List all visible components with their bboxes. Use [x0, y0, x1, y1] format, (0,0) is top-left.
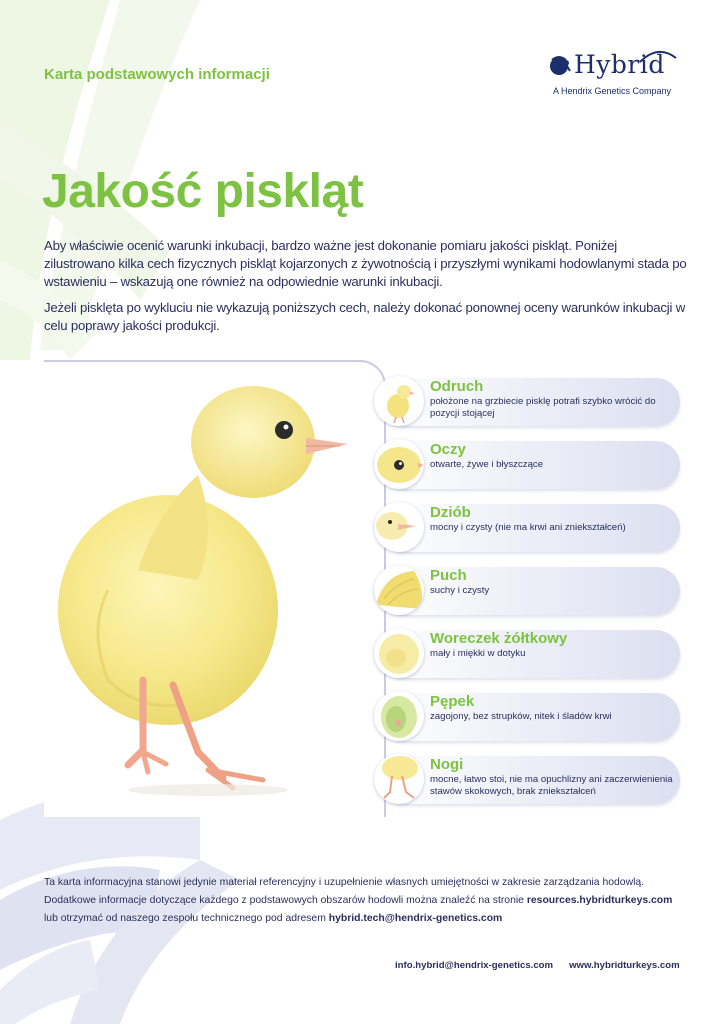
- list-item: [372, 565, 682, 617]
- yolk-sac-icon: [374, 628, 424, 678]
- list-item: [372, 502, 682, 554]
- chick-eye-icon: [374, 439, 424, 489]
- chick-down-icon: [374, 565, 424, 615]
- navel-icon: [374, 691, 424, 741]
- page-title: Jakość piskląt: [42, 165, 364, 218]
- feature-title: Nogi: [430, 756, 464, 773]
- feature-description: położone na grzbiecie pisklę potrafi szybko wrócić do pozycji stojącej: [430, 396, 656, 419]
- website-link[interactable]: www.hybridturkeys.com: [569, 960, 680, 971]
- logo-wordmark: Hybrid: [574, 50, 665, 79]
- feature-description: mały i miękki w dotyku: [430, 648, 526, 659]
- turkey-chick-image: [48, 380, 358, 800]
- feature-title: Puch: [430, 567, 467, 584]
- document-kicker: Karta podstawowych informacji: [44, 66, 270, 83]
- intro-paragraph-1: Aby właściwie ocenić warunki inkubacji, bardzo ważne jest dokonanie pomiaru jakości piskląt. Poniżej zilustrowano kilka cech fizycznych piskląt kojarzonych z żywotnością i przyszłymi wynikami hodowlanymi stada po wstawieniu – wskazują one również na odpowiednie warunki inkubacji.: [44, 238, 687, 289]
- feature-description: zagojony, bez strupków, nitek i śladów krwi: [430, 711, 612, 722]
- chick-legs-icon: [374, 754, 424, 804]
- standing-chick-icon: [374, 376, 424, 426]
- feature-title: Odruch: [430, 378, 484, 395]
- resources-link[interactable]: resources.hybridturkeys.com: [526, 895, 673, 906]
- feature-description: suchy i czysty: [430, 585, 490, 596]
- contact-footer: [395, 960, 680, 971]
- intro-paragraph-2: Jeżeli pisklęta po wykluciu nie wykazują poniższych cech, należy dokonać ponownej oceny warunków inkubacji w celu poprawy jakości produkcji.: [44, 300, 686, 333]
- list-item: [372, 376, 682, 428]
- logo-tagline: A Hendrix Genetics Company: [553, 86, 672, 96]
- tech-email-link[interactable]: hybrid.tech@hendrix-genetics.com: [328, 913, 503, 924]
- disclaimer-line-2: Dodatkowe informacje dotyczące każdego z podstawowych obszarów hodowli można znaleźć na stronie: [44, 895, 527, 906]
- disclaimer-line-1: Ta karta informacyjna stanowi jedynie materiał referencyjny i uzupełnienie własnych umiejętności w zakresie zarządzania hodowlą.: [44, 877, 645, 888]
- feature-title: Woreczek żółtkowy: [430, 630, 568, 647]
- feature-title: Pępek: [430, 693, 475, 710]
- feature-description: mocny i czysty (nie ma krwi ani zniekształceń): [430, 522, 626, 533]
- feature-title: Dziób: [430, 504, 471, 521]
- list-item: [372, 628, 682, 680]
- feature-title: Oczy: [430, 441, 466, 458]
- feature-description: otwarte, żywe i błyszczące: [430, 459, 544, 470]
- list-item: [372, 691, 682, 743]
- turkey-logo-icon: [548, 54, 572, 78]
- list-item: [372, 754, 682, 806]
- feature-description: mocne, łatwo stoi, nie ma opuchlizny ani zaczerwienienia stawów skokowych, brak zniekształceń: [430, 774, 673, 797]
- contact-email-link[interactable]: info.hybrid@hendrix-genetics.com: [395, 960, 554, 971]
- chick-beak-icon: [374, 502, 424, 552]
- brand-logo: [548, 44, 688, 100]
- disclaimer-line-3: lub otrzymać od naszego zespołu technicznego pod adresem: [44, 913, 329, 924]
- disclaimer-text: [44, 874, 694, 928]
- list-item: [372, 439, 682, 491]
